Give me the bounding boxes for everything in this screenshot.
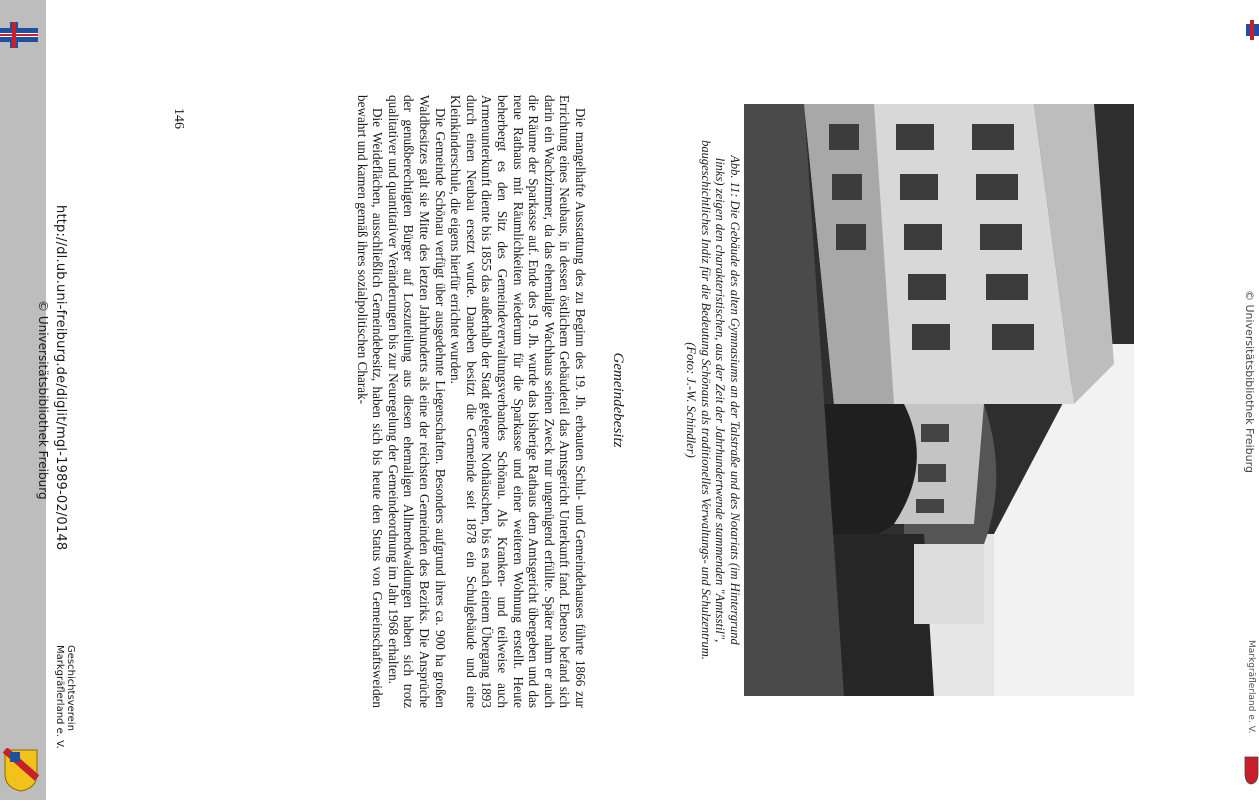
side-copyright: © Universitätsbibliothek Freiburg xyxy=(1243,290,1256,473)
side-publisher: Markgräflerland e. V. xyxy=(1246,640,1256,734)
page-number: 146 xyxy=(171,108,186,129)
building-photo xyxy=(744,104,1134,696)
crest-icon xyxy=(2,748,40,792)
paragraph: Die Weideflächen, ausschließlich Gemeindebesitz, haben sich bis heute den Status von Gemeinschaftsweiden bewahrt und kamen gemäß ihres sozialpolitischen Charak- xyxy=(354,95,386,708)
flag-icon xyxy=(0,22,38,48)
paragraph: Die Gemeinde Schönau verfügt über ausgedehnte Liegenschaften. Besonders aufgrund ihres ca. 900 ha großen Waldbesitzes galt sie Mitte des letzten Jahrhunderts als eine der reichsten Gemeinden des Bezirks. Die Ansprüche der genußberechtigten Bürger auf Loszuteilung aus diesen ehemaligen Allmendwaldungen haben sich trotz qualitativer und quantitativer Veränderungen bis zur Neuregelung der Gemeindeordnung im Jahr 1968 erhalten. xyxy=(385,95,448,708)
figure-caption: Abb. 11: Die Gebäude des alten Gymnasiums an der Talstraße und des Notariats (im Hintergrund links) zeigen den charakteristischen, aus der Zeit der Jahrhundertwende stammenden "Amtsstil", baugeschichtliches Indiz für die Bedeutung Schönaus als traditionelles Verwaltungs- und Schulzentrum. (Foto: J.-W. Schindler) xyxy=(684,140,742,660)
copyright-notice: © Universitätsbibliothek Freiburg xyxy=(36,300,50,500)
publisher-line-2: Markgräflerland e. V. xyxy=(54,645,65,749)
rotated-page xyxy=(36,0,1256,800)
section-title: Gemeindebesitz xyxy=(610,352,626,448)
paragraph: Die mangelhafte Ausstattung des zu Beginn des 19. Jh. erbauten Schul- und Gemeindehauses führte 1866 zur Errichtung eines Neubaus, in dessen östlichem Gebäudeteil das Amtsgericht Unterkunft fand. Ebenso befand sich darin ein Wachzimmer, da das ehemalige Wachhaus seinen Zweck nur ungenügend erfüllte. Später nahm er auch die Räume der Sparkasse auf. Ende des 19. Jh. wurde das bisherige Rathaus dem Amtsgericht übergeben und das neue Rathaus mit Räumlichkeiten wiederum für die Sparkasse und einer weiteren Wohnung erstellt. Heute beherbergt es den Sitz des Gemeindeverwaltungsverbandes Schönau. Als Kranken- und teilweise auch Armenunterkunft diente bis 1855 das außerhalb der Stadt gelegene Nothäuschen, bis es nach einem Übergang 1893 durch einen Neubau ersetzt wurde. Daneben besitzt die Gemeinde seit 1878 ein Schulgebäude und eine Kleinkinderschule, die eigens hierfür errichtet wurden. xyxy=(448,95,588,708)
publisher-line-1: Geschichtsverein xyxy=(65,645,76,731)
flag-icon xyxy=(1246,20,1259,40)
publisher-credit xyxy=(54,645,76,805)
body-text xyxy=(354,95,588,708)
source-url[interactable]: http://dl.ub.uni-freiburg.de/diglit/mgl-1989-02/0148 xyxy=(53,205,68,551)
